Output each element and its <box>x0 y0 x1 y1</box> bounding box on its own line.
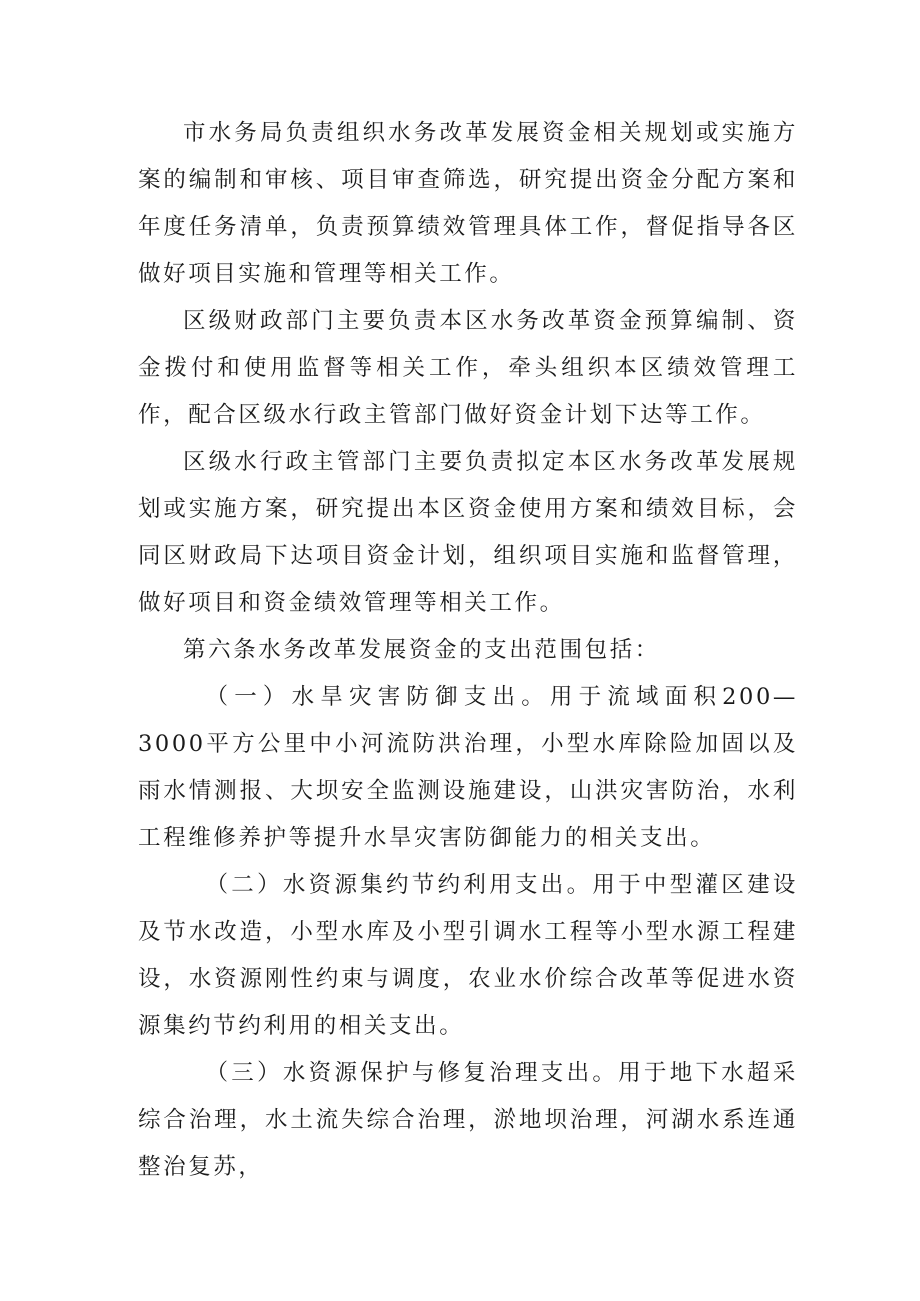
paragraph-city-water-bureau: 市水务局负责组织水务改革发展资金相关规划或实施方案的编制和审核、项目审查筛选，研究提出资金分配方案和年度任务清单，负责预算绩效管理具体工作，督促指导各区做好项目实施和管理等相关工作。 <box>138 120 798 287</box>
paragraph-article-six: 第六条水务改革发展资金的支出范围包括： <box>183 637 660 663</box>
paragraph-district-finance: 区级财政部门主要负责本区水务改革资金预算编制、资金拨付和使用监督等相关工作，牵头组织本区绩效管理工作，配合区级水行政主管部门做好资金计划下达等工作。 <box>138 308 798 428</box>
paragraph-item-three: （三）水资源保护与修复治理支出。用于地下水超采综合治理，水土流失综合治理，淤地坝治理，河湖水系连通整治复苏， <box>138 1060 798 1180</box>
document-body <box>138 110 798 1191</box>
paragraph-item-one: （一）水旱灾害防御支出。用于流域面积200—3000平方公里中小河流防洪治理，小型水库除险加固以及雨水情测报、大坝安全监测设施建设，山洪灾害防治，水利工程维修养护等提升水旱灾害防御能力的相关支出。 <box>138 684 798 851</box>
paragraph-item-two: （二）水资源集约节约利用支出。用于中型灌区建设及节水改造，小型水库及小型引调水工程等小型水源工程建设，水资源刚性约束与调度，农业水价综合改革等促进水资源集约节约利用的相关支出。 <box>138 872 798 1039</box>
paragraph-district-water-admin: 区级水行政主管部门主要负责拟定本区水务改革发展规划或实施方案，研究提出本区资金使用方案和绩效目标，会同区财政局下达项目资金计划，组织项目实施和监督管理，做好项目和资金绩效管理等相关工作。 <box>138 449 798 616</box>
